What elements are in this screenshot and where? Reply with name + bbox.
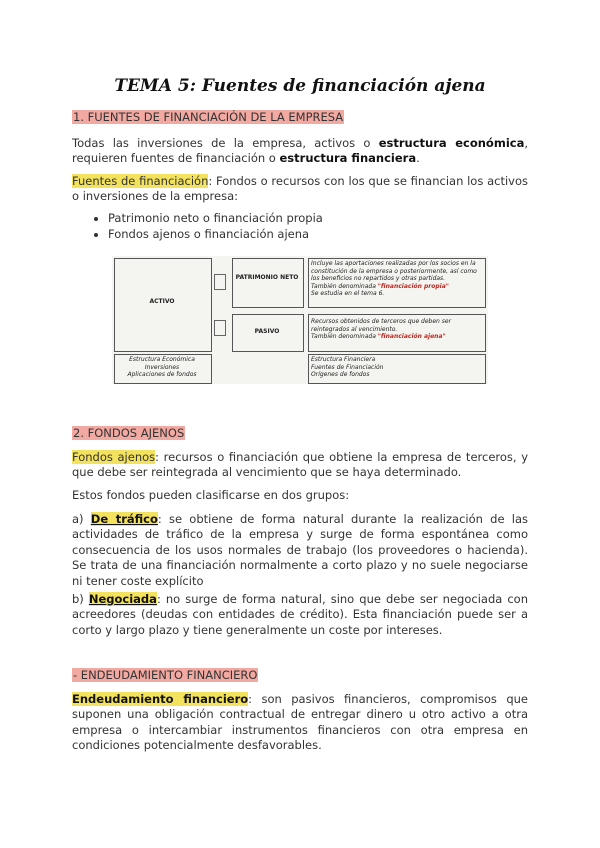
section-heading-2: 2. FONDOS AJENOS: [73, 426, 185, 440]
connector-arrow: [214, 320, 226, 336]
text-run: a): [72, 512, 91, 526]
paragraph-negociada: [72, 592, 528, 638]
bottom-right-line: Estructura Financiera: [311, 356, 376, 363]
list-item: • Fondos ajenos o financiación ajena: [108, 226, 323, 242]
paragraph-endeudamiento: [72, 692, 528, 754]
denom-highlight: "financiación ajena": [377, 333, 446, 340]
text-run: : no surge de forma natural, sino que debe ser negociada con acreedores (deudas con entidades de crédito). Esta financiación puede ser a corto y largo plazo y tiene generalmente un coste por intereses.: [72, 592, 528, 637]
denom-text: También denominada: [311, 333, 378, 340]
paragraph-fuentes: [72, 174, 528, 205]
highlighted-term: Fuentes de financiación: [72, 174, 209, 188]
text-run: .: [416, 151, 420, 166]
paragraph-fondos-ajenos: [72, 450, 528, 481]
text-run: : son pasivos financieros, compromisos que suponen una obligación contractual de entregar dinero u otro activo a otra empresa o intercambiar instrumentos financieros con otra empresa en condiciones potencialmente desfavorables.: [72, 692, 529, 753]
denom-text: También denominada: [311, 282, 378, 290]
paragraph-clasificacion: Estos fondos pueden clasificarse en dos grupos:: [72, 488, 350, 502]
text-run: Todas las inversiones de la empresa, activos o: [72, 136, 379, 150]
bottom-right-text: [311, 356, 482, 379]
highlighted-term: De tráfico: [90, 512, 158, 526]
section-heading-1: 1. FUENTES DE FINANCIACIÓN DE LA EMPRESA: [73, 110, 344, 124]
bottom-left-line: Estructura Económica: [129, 356, 195, 363]
activo-label: ACTIVO: [149, 298, 175, 305]
highlighted-term: Fondos ajenos: [72, 450, 156, 464]
text-run: b): [72, 592, 89, 606]
patrimonio-neto-label: PATRIMONIO NETO: [235, 274, 299, 281]
paragraph-intro: [72, 136, 528, 167]
section-heading-3: - ENDEUDAMIENTO FINANCIERO: [73, 668, 258, 682]
bold-term: estructura económica: [378, 136, 525, 150]
paragraph-de-trafico: [72, 512, 528, 589]
text-run: : recursos o financiación que obtiene la empresa de terceros, y que debe ser reintegrada al vencimiento que se haya determinado.: [72, 450, 528, 480]
text-run: : se obtiene de forma natural durante la realización de las actividades de tráfico de la empresa y surge de forma espontánea como consecuencia de los usos normales de trabajo (los proveedores o hacienda). Se trata de una financiación normalmente a corto plazo y no suele negociarse ni tener coste explícito: [72, 512, 528, 588]
patrimonio-description: [311, 260, 482, 298]
text-run: , requieren fuentes de financiación o: [72, 136, 528, 166]
highlighted-term: Negociada: [88, 592, 157, 606]
patrimonio-neto-box: [232, 258, 304, 308]
bottom-right-line: Fuentes de Financiación: [311, 363, 384, 371]
highlighted-term: Endeudamiento financiero: [72, 692, 249, 706]
bold-term: estructura financiera: [279, 151, 417, 166]
denom-highlight: "financiación propia": [377, 282, 449, 290]
note-text: Se estudia en el tema 6.: [311, 290, 385, 297]
pasivo-label: PASIVO: [254, 328, 280, 335]
text-run: : Fondos o recursos con los que se financian los activos o inversiones de la empresa:: [72, 174, 528, 204]
bottom-left-text: [114, 356, 210, 379]
page-title: TEMA 5: Fuentes de financiación ajena: [114, 76, 486, 96]
desc-text: Recursos obtenidos de terceros que deben ser reintegrados al vencimiento.: [311, 318, 452, 333]
financing-diagram: [112, 256, 488, 384]
bottom-left-line: Inversiones: [144, 363, 180, 371]
bottom-right-line: Orígenes de fondos: [311, 371, 370, 378]
connector-arrow: [214, 274, 226, 290]
list-item: • Patrimonio neto o financiación propia: [108, 210, 323, 226]
desc-text: Incluye las aportaciones realizadas por los socios en la constitución de la empresa o posteriormente, así como los beneficios no repartidos y otras partidas.: [311, 260, 477, 282]
pasivo-description: [311, 318, 482, 341]
bottom-left-line: Aplicaciones de fondos: [127, 371, 197, 378]
bullet-list: [72, 210, 323, 242]
